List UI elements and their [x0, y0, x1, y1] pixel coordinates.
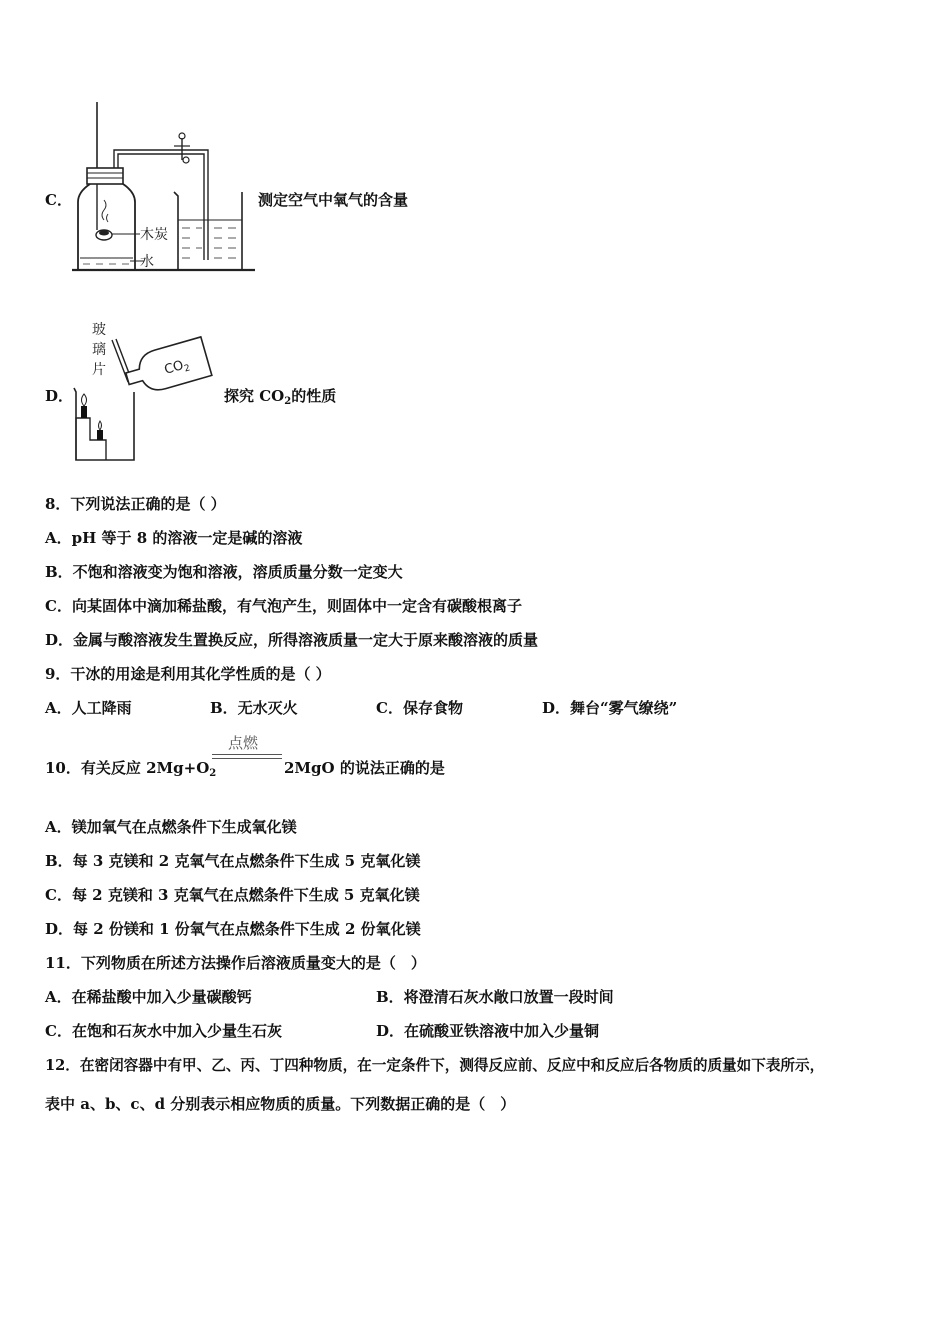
- glass-label-3: 片: [92, 362, 106, 378]
- q9-option-b: B．无水灭火: [210, 699, 298, 717]
- q8-option-a: A．pH 等于 8 的溶液一定是碱的溶液: [45, 529, 303, 547]
- co2-label: $CO_2$: [162, 358, 192, 378]
- q8-option-c: C．向某固体中滴加稀盐酸，有气泡产生，则固体中一定含有碳酸根离子: [45, 597, 522, 615]
- q11-option-b: B．将澄清石灰水敞口放置一段时间: [376, 988, 614, 1006]
- q12-stem-line-2: 表中 a、b、c、d 分别表示相应物质的质量。下列数据正确的是（ ）: [45, 1095, 516, 1113]
- q9-option-c: C．保存食物: [376, 699, 463, 717]
- q11-option-a: A．在稀盐酸中加入少量碳酸钙: [45, 988, 252, 1006]
- option-d-letter: D．: [45, 387, 74, 405]
- q10-stem: 10．有关反应 $2Mg+O_2$: [45, 759, 217, 779]
- reaction-equals-sign: [212, 754, 282, 759]
- q8-stem: 8．下列说法正确的是（ ）: [45, 495, 226, 513]
- q11-option-c: C．在饱和石灰水中加入少量生石灰: [45, 1022, 282, 1040]
- q9-option-a: A．人工降雨: [45, 699, 132, 717]
- q10-option-c: C．每 2 克镁和 3 克氧气在点燃条件下生成 5 克氧化镁: [45, 886, 420, 904]
- q10-stem-suffix: 2MgO 的说法正确的是: [284, 759, 445, 777]
- q9-option-d: D．舞台“雾气缭绕”: [542, 699, 678, 717]
- reaction-condition: 点燃: [228, 734, 259, 752]
- q9-stem: 9．干冰的用途是利用其化学性质的是（ ）: [45, 665, 331, 683]
- option-c-text: 测定空气中氧气的含量: [258, 191, 409, 209]
- glass-label-1: 玻: [92, 322, 106, 338]
- oxygen-measurement-apparatus: [70, 100, 260, 275]
- glass-label-2: 璃: [92, 342, 106, 358]
- q8-option-b: B．不饱和溶液变为饱和溶液，溶质质量分数一定变大: [45, 563, 403, 581]
- q10-option-b: B．每 3 克镁和 2 克氧气在点燃条件下生成 5 克氧化镁: [45, 852, 421, 870]
- charcoal-label: 木炭: [140, 227, 168, 243]
- co2-property-apparatus: [70, 318, 220, 466]
- q10-option-a: A．镁加氧气在点燃条件下生成氧化镁: [45, 818, 297, 836]
- q11-stem: 11．下列物质在所述方法操作后溶液质量变大的是（ ）: [45, 954, 426, 972]
- option-d-text: 探究 $CO_2$的性质: [224, 387, 337, 407]
- q12-stem-line-1: 12．在密闭容器中有甲、乙、丙、丁四种物质，在一定条件下，测得反应前、反应中和反应后各物质的质量如下表所示，: [45, 1057, 825, 1074]
- water-label: 水: [140, 254, 154, 270]
- q10-option-d: D．每 2 份镁和 1 份氧气在点燃条件下生成 2 份氧化镁: [45, 920, 421, 938]
- q8-option-d: D．金属与酸溶液发生置换反应，所得溶液质量一定大于原来酸溶液的质量: [45, 631, 539, 649]
- q11-option-d: D．在硫酸亚铁溶液中加入少量铜: [376, 1022, 600, 1040]
- option-c-letter: C．: [45, 191, 72, 209]
